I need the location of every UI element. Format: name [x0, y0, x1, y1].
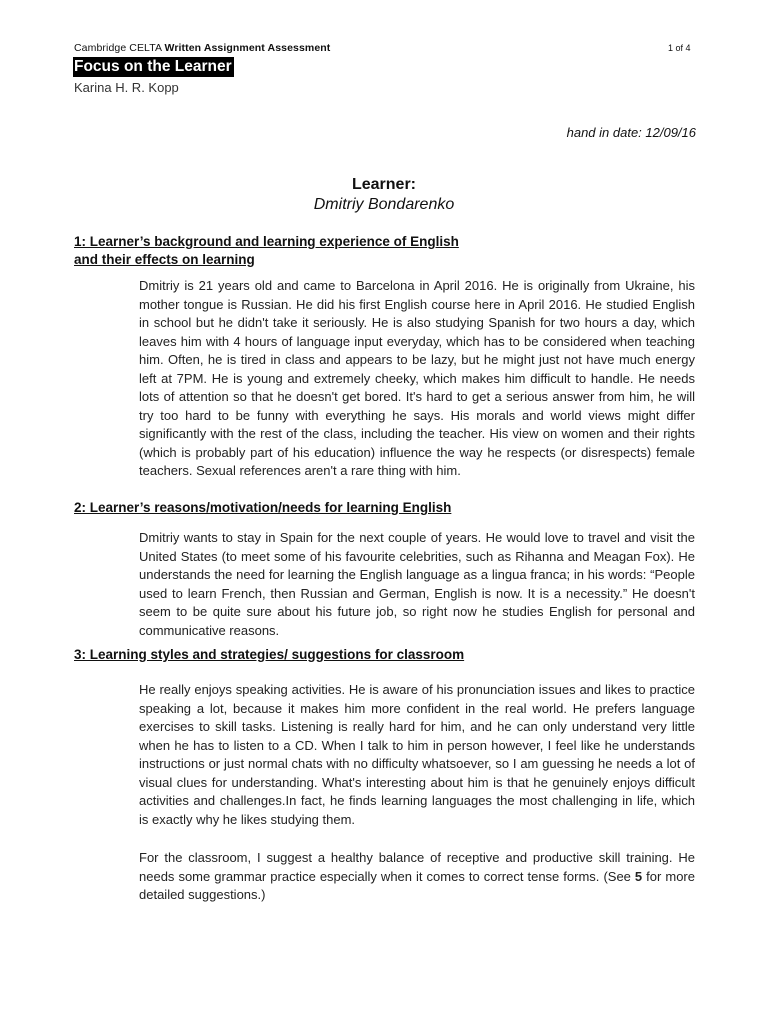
- section-3-paragraph-2: [139, 849, 695, 905]
- section-reference: 5: [634, 868, 643, 884]
- document-title: Focus on the Learner: [74, 58, 232, 75]
- learner-name: Dmitriy Bondarenko: [313, 196, 455, 213]
- paragraph-2-text-start: For the classroom, I suggest a healthy balance of receptive and productive skill training. He needs some grammar practice especially when it comes to correct tense forms. (See: [139, 850, 695, 884]
- paragraph-2-text-end: for more detailed suggestions.): [139, 868, 695, 902]
- hand-in-date: hand in date: 12/09/16: [566, 125, 696, 140]
- section-2-heading: 2: Learner’s reasons/motivation/needs for learning English: [74, 500, 452, 515]
- learner-label: Learner:: [351, 176, 417, 193]
- section-1-heading-line-1: 1: Learner’s background and learning experience of English: [74, 234, 459, 249]
- running-header: [74, 42, 330, 54]
- course-prefix: Cambridge CELTA: [74, 42, 162, 54]
- section-1-paragraph: Dmitriy is 21 years old and came to Barcelona in April 2016. He is originally from Ukraine, his mother tongue is Russian. He did his first English course here in April 2016. He studied English in school but he didn't take it seriously. He is also studying Spanish for two hours a day, which leaves him with 4 hours of language input everyday, which has to be considered when teaching him. Often, he is tired in class and appears to be lazy, but he might just not have much energy left at 7PM. He is young and extremely cheeky, which makes him difficult to handle. He needs lots of attention so that he doesn't get bored. It's hard to get a serious answer from him, he will try too hard to be funny with everything he says. His morals and world views might differ significantly with the rest of the class, including the teacher. His view on women and their rights (which is probably part of his education) influence the way he respects (or disrespects) female teachers. Sexual references aren't a rare thing with him.: [139, 278, 695, 478]
- section-3-paragraph-1: He really enjoys speaking activities. He is aware of his pronunciation issues and likes to practice speaking a lot, because it makes him more confident in the real world. He prefers language exercises to skill tasks. Listening is really hard for him, and he can only understand very little when he has to listen to a CD. When I talk to him in person however, I feel like he understands instructions or just normal chats with no difficulty whatsoever, so I am guessing he needs a lot of visual clues for understanding. What's interesting about him is that he genuinely enjoys difficult activities and challenges.In fact, he finds learning languages the most challenging in life, which is exactly why he likes studying them.: [139, 682, 695, 827]
- author-name: Karina H. R. Kopp: [74, 80, 179, 95]
- section-2-paragraph: Dmitriy wants to stay in Spain for the next couple of years. He would love to travel and visit the United States (to meet some of his favourite celebrities, such as Rihanna and Meagan Fox). He understands the need for learning the English language as a lingua franca; in his words: “People used to learn French, then Russian and German, English is now. It is a necessity.” He doesn't seem to be quite sure about his future job, so right now he studies English for personal and communicative reasons.: [139, 530, 695, 638]
- section-3-heading: 3: Learning styles and strategies/ suggestions for classroom: [74, 647, 465, 662]
- course-title: Written Assignment Assessment: [164, 42, 331, 54]
- section-1-heading: [74, 233, 459, 269]
- section-1-heading-line-2: and their effects on learning: [74, 252, 255, 267]
- page-number: 1 of 4: [668, 43, 691, 53]
